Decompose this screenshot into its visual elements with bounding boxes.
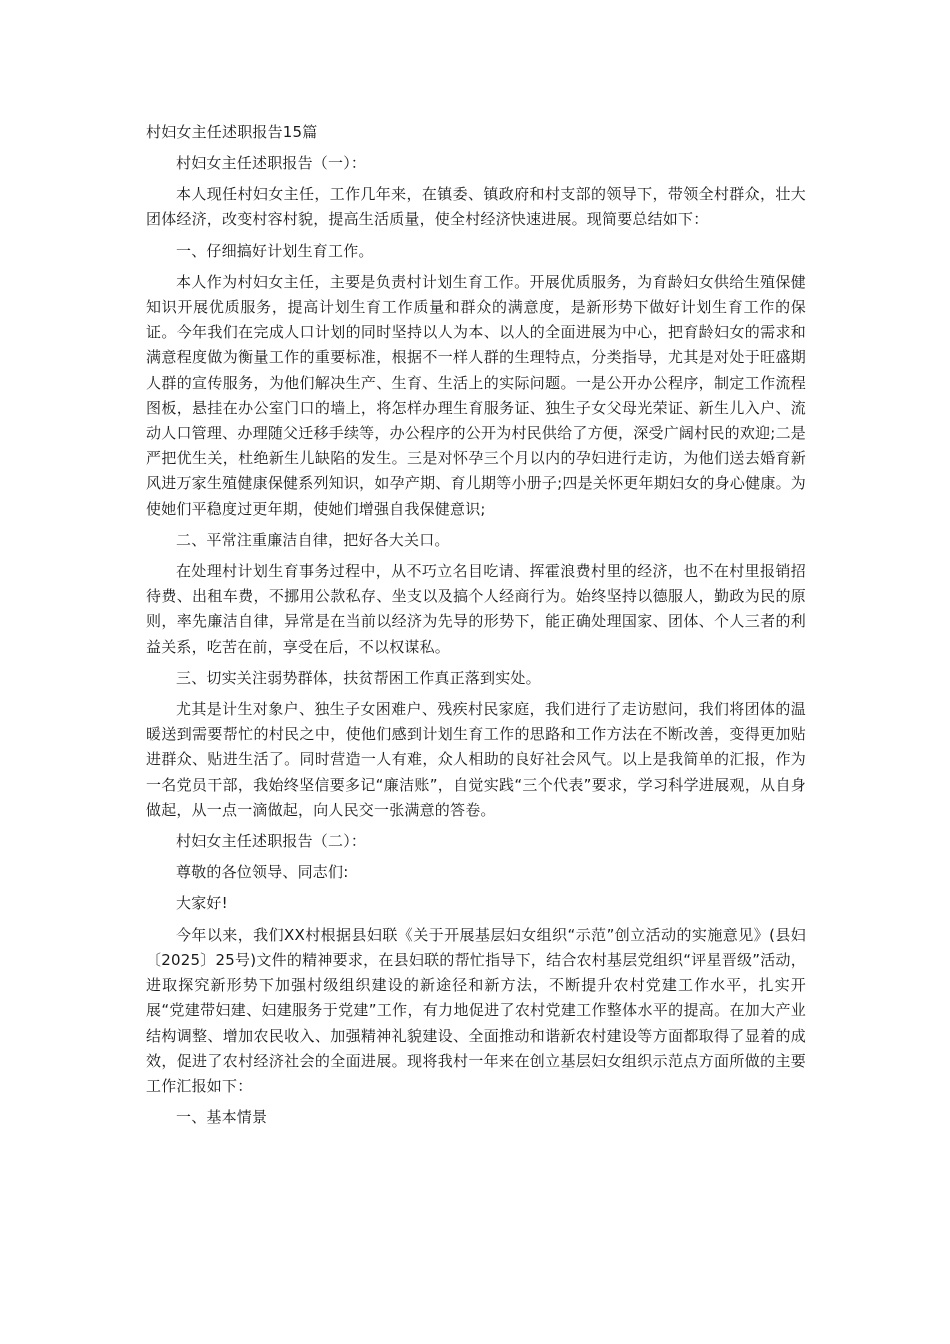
paragraph-report-2-intro: 今年以来，我们XX村根据县妇联《关于开展基层妇女组织“示范”创立活动的实施意见》(县妇〔2025〕25号)文件的精神要求，在县妇联的帮忙指导下，结合农村基层党组织“评星晋级”活动，进取探究新形势下加强村级组织建设的新途径和新方法，不断提升农村党建工作水平，扎实开展“党建带妇建、妇建服务于党建”工作，有力地促进了农村党建工作整体水平的提高。在加大产业结构调整、增加农民收入、加强精神礼貌建设、全面推动和谐新农村建设等方面都取得了显着的成效，促进了农村经济社会的全面进展。现将我村一年来在创立基层妇女组织示范点方面所做的主要工作汇报如下：	[146, 925, 806, 1095]
salutation: 尊敬的各位领导、同志们:	[176, 863, 349, 882]
section-heading-2: 二、平常注重廉洁自律，把好各大关口。	[176, 530, 450, 549]
paragraph-family-planning: 本人作为村妇女主任，主要是负责村计划生育工作。开展优质服务，为育龄妇女供给生殖保健知识开展优质服务，提高计划生育工作质量和群众的满意度，是新形势下做好计划生育工作的保证。今年我们在完成人口计划的同时坚持以人为本、以人的全面进展为中心，把育龄妇女的需求和满意程度做为衡量工作的重要标准，根据不一样人群的生理特点，分类指导，尤其是对处于旺盛期人群的宣传服务，为他们解决生产、生育、生活上的实际问题。一是公开办公程序，制定工作流程图板，悬挂在办公室门口的墙上，将怎样办理生育服务证、独生子女父母光荣证、新生儿入户、流动人口管理、办理随父迁移手续等，办公程序的公开为村民供给了方便，深受广阔村民的欢迎;二是严把优生关，杜绝新生儿缺陷的发生。三是对怀孕三个月以内的孕妇进行走访，为他们送去婚育新风进万家生殖健康保健系列知识，如孕产期、育儿期等小册子;四是关怀更年期妇女的身心健康。为使她们平稳度过更年期，使她们增强自我保健意识;	[146, 272, 806, 518]
paragraph-intro: 本人现任村妇女主任，工作几年来，在镇委、镇政府和村支部的领导下，带领全村群众，壮大团体经济，改变村容村貌，提高生活质量，使全村经济快速进展。现简要总结如下：	[146, 185, 806, 229]
section-heading-basic: 一、基本情景	[176, 1108, 268, 1127]
report-2-heading: 村妇女主任述职报告（二）：	[176, 832, 367, 851]
paragraph-poverty-relief: 尤其是计生对象户、独生子女困难户、残疾村民家庭，我们进行了走访慰问，我们将团体的温暖送到需要帮忙的村民之中，使他们感到计划生育工作的思路和工作方法在不断改善，变得更加贴进群众、贴进生活了。同时营造一人有难，众人相助的良好社会风气。以上是我简单的汇报，作为一名党员干部，我始终坚信要多记“廉洁账”，自觉实践“三个代表”要求，学习科学进展观，从自身做起，从一点一滴做起，向人民交一张满意的答卷。	[146, 700, 806, 819]
report-1-heading: 村妇女主任述职报告（一）：	[176, 154, 367, 172]
section-heading-1: 一、仔细搞好计划生育工作。	[176, 241, 374, 260]
document-title: 村妇女主任述职报告15篇	[146, 123, 318, 141]
greeting: 大家好!	[176, 894, 228, 913]
section-heading-3: 三、切实关注弱势群体，扶贫帮困工作真正落到实处。	[176, 668, 541, 687]
document-body	[146, 120, 806, 1136]
paragraph-integrity: 在处理村计划生育事务过程中，从不巧立名目吃请、挥霍浪费村里的经济，也不在村里报销招待费、出租车费，不挪用公款私存、坐支以及搞个人经商行为。始终坚持以德服人，勤政为民的原则，率先廉洁自律，异常是在当前以经济为先导的形势下，能正确处理国家、团体、个人三者的利益关系，吃苦在前，享受在后，不以权谋私。	[146, 562, 806, 656]
